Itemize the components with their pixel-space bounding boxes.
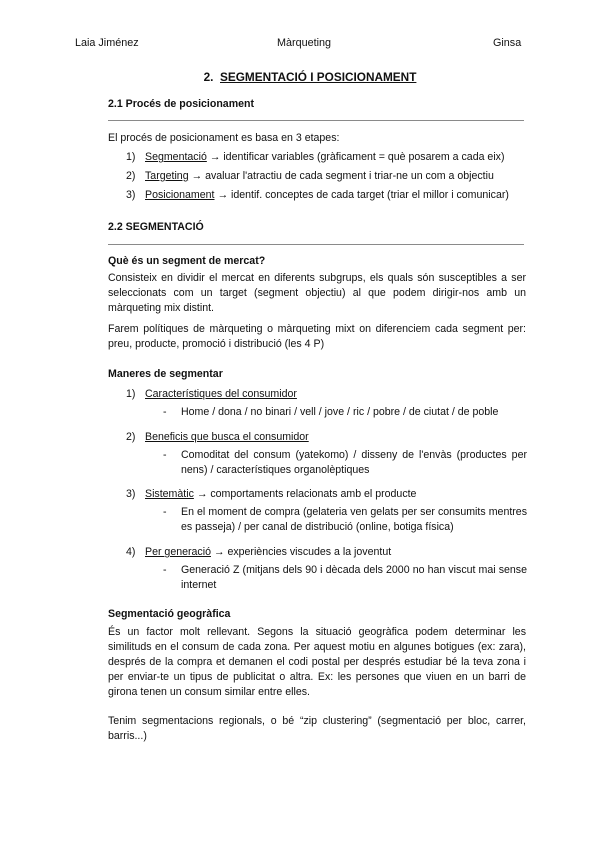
way-number: 4) bbox=[126, 546, 136, 558]
list-item bbox=[145, 169, 527, 184]
title-text: SEGMENTACIÓ I POSICIONAMENT bbox=[220, 70, 417, 84]
marketing-mix-paragraph: Farem polítiques de màrqueting o màrqueting mixt on diferenciem cada segment per: preu, producte, promoció i distribució (les 4 P) bbox=[108, 323, 526, 350]
title-number: 2. bbox=[203, 70, 214, 84]
way-term: Beneficis que busca el consumidor bbox=[145, 431, 309, 443]
way-term: Per generació bbox=[145, 546, 211, 558]
step-number: 2) bbox=[126, 170, 136, 182]
zip-clustering-paragraph: Tenim segmentacions regionals, o bé “zip clustering” (segmentació per bloc, carrer, barris...) bbox=[108, 715, 526, 742]
step-description: → avaluar l'atractiu de cada segment i triar-ne un com a objectiu bbox=[188, 170, 494, 182]
segment-question-heading: Què és un segment de mercat? bbox=[108, 255, 266, 267]
way-number: 3) bbox=[126, 488, 136, 500]
way-term: Característiques del consumidor bbox=[145, 388, 297, 400]
step-number: 3) bbox=[126, 189, 136, 201]
way-term: Sistemàtic bbox=[145, 488, 194, 500]
way-detail: Home / dona / no binari / vell / jove / ric / pobre / de ciutat / de poble bbox=[181, 406, 499, 418]
bullet-dash: - bbox=[163, 406, 167, 418]
way-description: → comportaments relacionats amb el producte bbox=[193, 488, 417, 500]
step-term: Targeting bbox=[145, 170, 189, 182]
header-author: Laia Jiménez bbox=[75, 37, 139, 49]
section-divider bbox=[108, 244, 524, 245]
bullet-dash: - bbox=[163, 506, 167, 518]
list-item bbox=[145, 150, 527, 165]
section-2-1-heading: 2.1 Procés de posicionament bbox=[108, 98, 255, 110]
list-item bbox=[145, 387, 527, 402]
step-term: Segmentació bbox=[145, 151, 207, 163]
header-subject: Màrqueting bbox=[277, 37, 332, 49]
step-number: 1) bbox=[126, 151, 136, 163]
geo-heading: Segmentació geogràfica bbox=[108, 608, 231, 620]
way-number: 1) bbox=[126, 388, 136, 400]
segment-definition-paragraph: Consisteix en dividir el mercat en diferents subgrups, els quals són susceptibles a ser seleccionats com un target (segment objectiu) al que podem dirigir-nos amb un màrqueting mix distint. bbox=[108, 272, 526, 314]
step-description: → identificar variables (gràficament = què posarem a cada eix) bbox=[206, 151, 505, 163]
way-number: 2) bbox=[126, 431, 136, 443]
step-description: → identif. conceptes de cada target (triar el millor i comunicar) bbox=[214, 189, 509, 201]
way-detail: Generació Z (mitjans dels 90 i dècada dels 2000 no han viscut mai sense internet bbox=[181, 564, 527, 591]
list-item bbox=[145, 188, 527, 203]
bullet-dash: - bbox=[163, 564, 167, 576]
way-description: → experiències viscudes a la joventut bbox=[210, 546, 392, 558]
s21-intro: El procés de posicionament es basa en 3 etapes: bbox=[108, 132, 340, 144]
way-detail: Comoditat del consum (yatekomo) / disseny de l'envàs (productes per nens) / característiques organolèptiques bbox=[181, 449, 527, 476]
list-item bbox=[145, 487, 527, 502]
ways-heading: Maneres de segmentar bbox=[108, 368, 223, 380]
section-2-2-heading: 2.2 SEGMENTACIÓ bbox=[108, 221, 204, 233]
geo-paragraph: És un factor molt rellevant. Segons la situació geogràfica podem determinar les similituds en el consum de cada zona. Per aquest motiu en algunes botigues (ex: zara), després de la compra et demanen el codi postal per després estudiar bé la teva zona i per enviar-te un tipus de publicitat o altra. Ex: les persones que viuen en un barri de girona tenen un consum similar entre elles. bbox=[108, 626, 526, 698]
page-title bbox=[0, 70, 600, 85]
step-term: Posicionament bbox=[145, 189, 215, 201]
way-detail: En el moment de compra (gelateria ven gelats per ser consumits mentres es passeja) / per canal de distribució (online, botiga física) bbox=[181, 506, 527, 533]
bullet-dash: - bbox=[163, 449, 167, 461]
list-item bbox=[145, 545, 527, 560]
header-org: Ginsa bbox=[493, 37, 522, 49]
list-item bbox=[145, 430, 527, 445]
section-divider bbox=[108, 120, 524, 121]
